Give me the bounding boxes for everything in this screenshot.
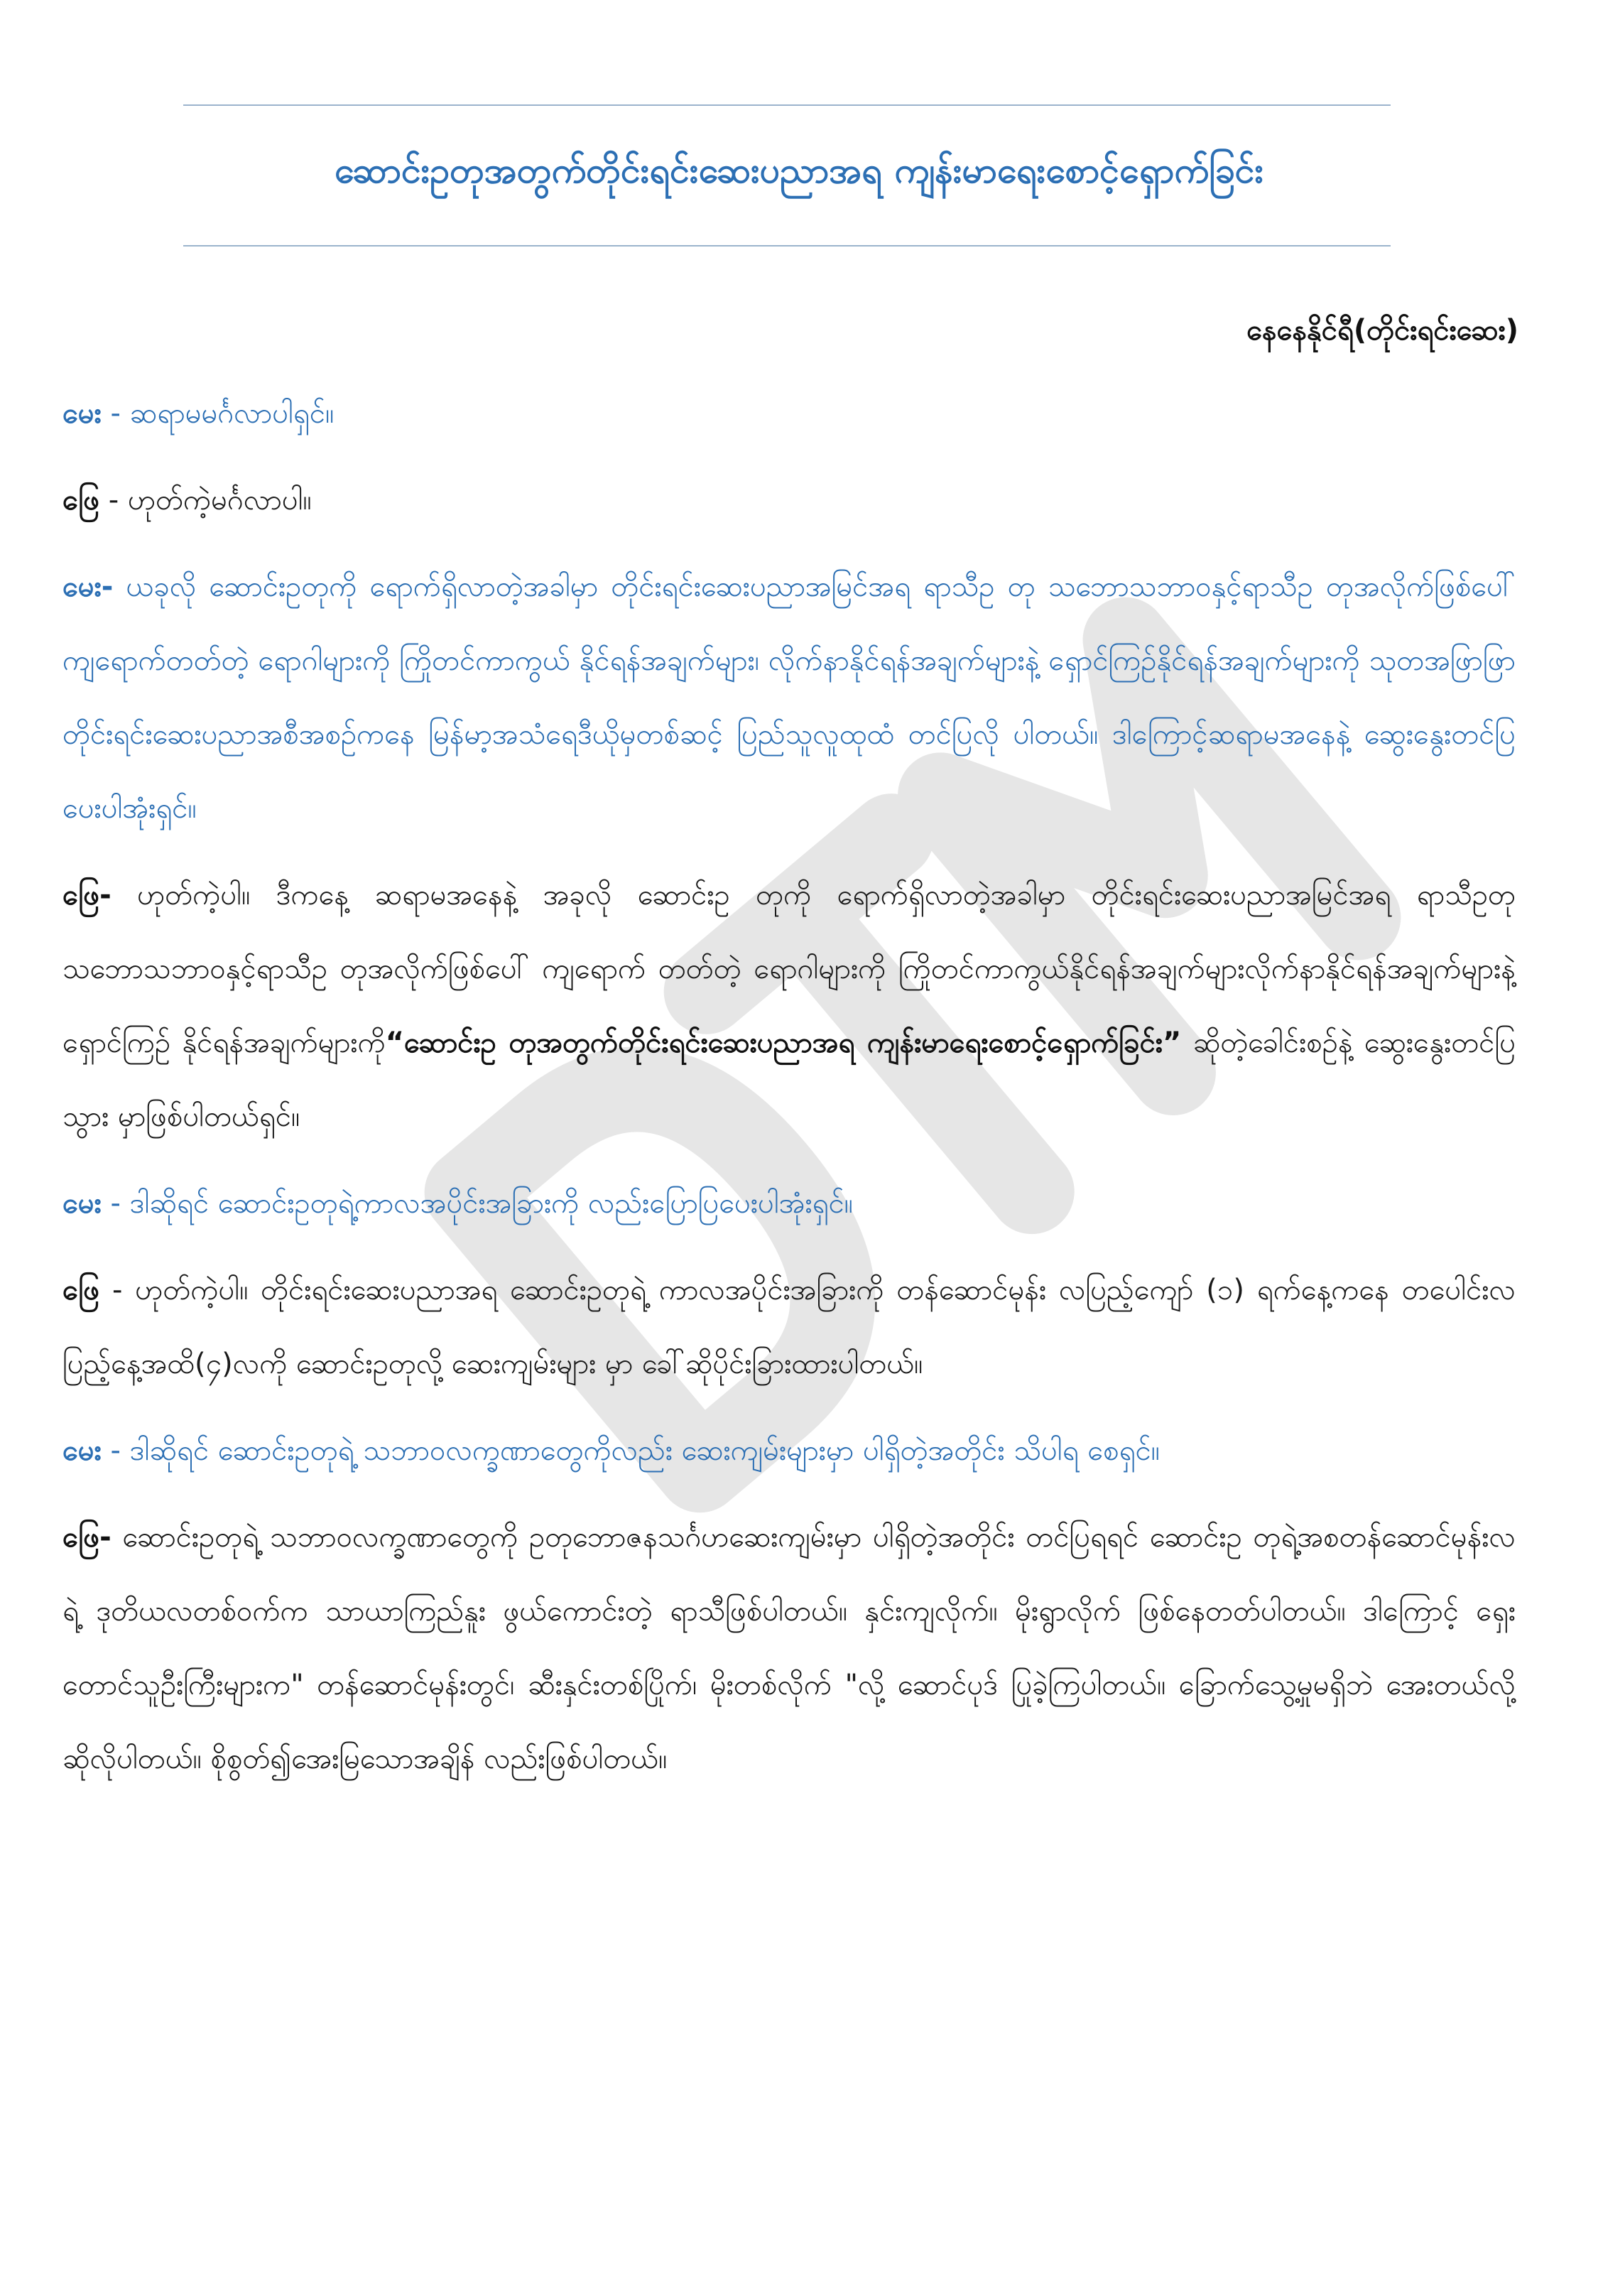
answer-text: ဟုတ်ကဲ့ပါ။ ဒီကနေ့ ဆရာမအနေနဲ့ အခုလို ဆောင်းဥ တုကို ရောက်ရှိလာတဲ့အခါမှာ တိုင်းရင်းဆေးပညာအမြင်အရ ရာသီဥတု သဘောသဘာဝနှင့်ရာသီဥ တုအလိုက်ဖြစ်ပေါ် ကျရောက် တတ်တဲ့ ရောဂါများကို ကြိုတင်ကာကွယ်နိုင်ရန်အချက်များလိုက်နာနိုင်ရန်အချက်များနဲ့ ရှောင်ကြဉ် နိုင်ရန်အချက်များကို <box>62 879 1516 1059</box>
answer-paragraph <box>62 463 1516 537</box>
label-separator <box>112 879 137 911</box>
question-paragraph <box>62 1414 1516 1488</box>
answer-paragraph <box>62 1500 1516 1796</box>
question-text: ဒါဆိုရင် ဆောင်းဥတုရဲ့ကာလအပိုင်းအခြားကို လည်းပြောပြပေးပါအုံးရှင်။ <box>129 1187 853 1220</box>
answer-label: ဖြေ <box>62 484 100 516</box>
answer-label: ဖြေ- <box>62 1521 112 1554</box>
label-separator: - <box>99 484 128 516</box>
question-label: မေး <box>62 1434 102 1467</box>
document-title: ဆောင်းဥတုအတွက်တိုင်းရင်းဆေးပညာအရ ကျန်းမာရေးစောင့်ရှောက်ခြင်း <box>334 150 1264 191</box>
label-separator: - <box>101 1434 130 1467</box>
answer-text: ဟုတ်ကဲ့ပါ။ တိုင်းရင်းဆေးပညာအရ ဆောင်းဥတုရဲ့ ကာလအပိုင်းအခြားကို တန်ဆောင်မုန်း လပြည့်ကျော် (၁) ရက်နေ့ကနေ တပေါင်းလပြည့်နေ့အထိ(၄)လကို ဆောင်းဥတုလို့ ဆေးကျမ်းများ မှာ ခေါ်ဆိုပိုင်းခြားထားပါတယ်။ <box>62 1274 1516 1380</box>
answer-text: ဟုတ်ကဲ့မင်္ဂလာပါ။ <box>127 484 312 516</box>
answer-paragraph <box>62 1253 1516 1401</box>
answer-paragraph <box>62 858 1516 1154</box>
title-rule-bottom <box>183 245 1391 247</box>
answer-label: ဖြေ <box>62 1274 100 1306</box>
qa-content <box>62 377 1516 1809</box>
answer-label: ဖြေ- <box>62 879 112 911</box>
label-separator: - <box>101 1187 130 1220</box>
title-rule-top <box>183 104 1391 106</box>
label-separator: - <box>99 1274 136 1306</box>
label-separator <box>113 570 126 603</box>
question-text: ဆရာမမင်္ဂလာပါရှင်။ <box>129 397 335 430</box>
question-text: ဒါဆိုရင် ဆောင်းဥတုရဲ့ သဘာဝလက္ခဏာတွေကိုလည်း ဆေးကျမ်းများမှာ ပါရှိတဲ့အတိုင်း သိပါရ စေရှင်။ <box>129 1434 1160 1467</box>
label-separator <box>112 1521 123 1554</box>
question-label: မေး <box>62 397 102 430</box>
emphasized-topic-title: “ဆောင်းဥ တုအတွက်တိုင်းရင်းဆေးပညာအရ ကျန်းမာရေးစောင့်ရှောက်ခြင်း” <box>385 1027 1182 1059</box>
answer-text-continued: ဆိုတဲ့ခေါင်းစဉ်နဲ့ ဆွေးနွေးတင်ပြသွား မှာဖြစ်ပါတယ်ရှင်။ <box>62 1027 1516 1133</box>
question-paragraph <box>62 377 1516 450</box>
question-label: မေး <box>62 1187 102 1220</box>
answer-text: ဆောင်းဥတုရဲ့ သဘာဝလက္ခဏာတွေကို ဥတုဘောဇနသင်္ဂဟဆေးကျမ်းမှာ ပါရှိတဲ့အတိုင်း တင်ပြရရင် ဆောင်းဥ တုရဲ့အစတန်ဆောင်မုန်းလရဲ့ ဒုတိယလတစ်ဝက်က သာယာကြည်နူး ဖွယ်ကောင်းတဲ့ ရာသီဖြစ်ပါတယ်။ နှင်းကျလိုက်။ မိုးရွာလိုက် ဖြစ်နေတတ်ပါတယ်။ ဒါကြောင့် ရှေးတောင်သူဦးကြီးများက" တန်ဆောင်မုန်းတွင်၊ ဆီးနှင်းတစ်ပြိုက်၊ မိုးတစ်လိုက် "လို့ ဆောင်ပုဒ် ပြုခဲ့ကြပါတယ်။ ခြောက်သွေ့မှုမရှိဘဲ အေးတယ်လို့ ဆိုလိုပါတယ်။ စိုစွတ်၍အေးမြသောအချိန် လည်းဖြစ်ပါတယ်။ <box>62 1521 1516 1775</box>
question-paragraph <box>62 550 1516 845</box>
author-byline: နေနေနိုင်ရီ(တိုင်းရင်းဆေး) <box>1246 314 1518 347</box>
label-separator: - <box>101 397 130 430</box>
question-paragraph <box>62 1166 1516 1240</box>
question-text: ယခုလို ဆောင်းဥတုကို ရောက်ရှိလာတဲ့အခါမှာ တိုင်းရင်းဆေးပညာအမြင်အရ ရာသီဥ တု သဘောသဘာဝနှင့်ရာသီဥ တုအလိုက်ဖြစ်ပေါ် ကျရောက်တတ်တဲ့ ရောဂါများကို ကြိုတင်ကာကွယ် နိုင်ရန်အချက်များ၊ လိုက်နာနိုင်ရန်အချက်များနဲ့ ရှောင်ကြဉ်နိုင်ရန်အချက်များကို သုတအဖြာဖြာ တိုင်းရင်းဆေးပညာအစီအစဉ်ကနေ မြန်မာ့အသံရေဒီယိုမှတစ်ဆင့် ပြည်သူလူထုထံ တင်ပြလို ပါတယ်။ ဒါကြောင့်ဆရာမအနေနဲ့ ဆွေးနွေးတင်ပြပေးပါအုံးရှင်။ <box>62 570 1516 825</box>
question-label: မေး- <box>62 570 114 603</box>
